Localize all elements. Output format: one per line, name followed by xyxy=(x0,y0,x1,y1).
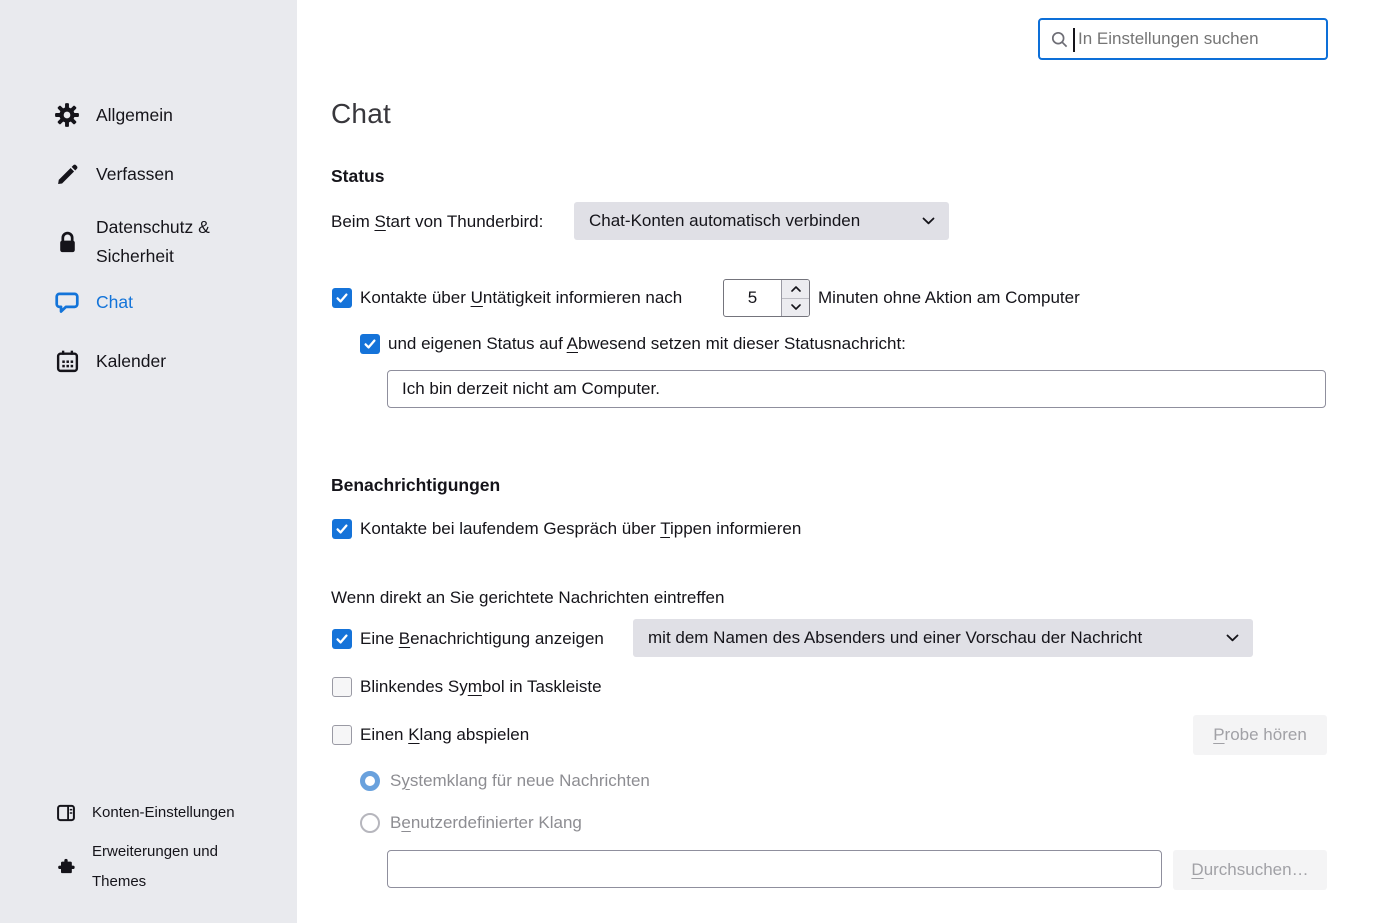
sidebar-item-label: Verfassen xyxy=(96,163,174,184)
check-icon xyxy=(335,632,349,646)
idle-minutes-spinner xyxy=(723,279,810,317)
page-title: Chat xyxy=(331,98,391,129)
account-settings-icon xyxy=(56,803,76,823)
sidebar-item-label: Chat xyxy=(96,291,133,312)
sidebar-item-chat[interactable] xyxy=(0,282,297,322)
sidebar-item-datenschutz-sicherheit[interactable] xyxy=(0,213,297,271)
text-caret xyxy=(1073,28,1075,52)
chevron-down-icon xyxy=(922,217,935,225)
startup-dropdown[interactable] xyxy=(574,202,949,240)
play-sound-checkbox[interactable] xyxy=(332,725,352,745)
check-icon xyxy=(335,291,349,305)
chevron-down-icon xyxy=(1226,634,1239,642)
idle-checkbox[interactable] xyxy=(332,288,352,308)
calendar-icon xyxy=(54,348,80,374)
sidebar-item-label: Allgemein xyxy=(96,104,173,125)
startup-dropdown-value: Chat-Konten automatisch verbinden xyxy=(589,211,861,230)
spinner-up-button[interactable] xyxy=(782,280,809,299)
custom-sound-path-input[interactable] xyxy=(387,850,1162,888)
play-sound-checkbox-label[interactable]: Einen Klang abspielen xyxy=(360,725,530,744)
show-notification-checkbox[interactable] xyxy=(332,629,352,649)
sidebar-item-allgemein[interactable] xyxy=(0,95,297,135)
play-sample-button[interactable]: Probe hören xyxy=(1193,715,1327,755)
system-sound-radio-label[interactable]: Systemklang für neue Nachrichten xyxy=(390,771,650,790)
check-icon xyxy=(335,522,349,536)
search-icon xyxy=(1051,31,1068,48)
direct-messages-intro: Wenn direkt an Sie gerichtete Nachrichten eintreffen xyxy=(331,588,725,607)
sidebar-item-label: Kalender xyxy=(96,350,167,371)
settings-search-input[interactable] xyxy=(1075,20,1326,58)
sidebar-item-konten-einstellungen[interactable] xyxy=(0,795,297,831)
notifications-section-heading: Benachrichtigungen xyxy=(331,475,501,495)
typing-notify-checkbox[interactable] xyxy=(332,519,352,539)
system-sound-radio[interactable] xyxy=(360,771,380,791)
sidebar-item-label: Erweiterungen und Themes xyxy=(92,843,218,890)
sidebar-footer xyxy=(0,789,297,897)
idle-checkbox-label[interactable]: Kontakte über Untätigkeit informieren nach xyxy=(360,288,683,307)
sidebar-item-erweiterungen-themes[interactable] xyxy=(0,837,297,897)
custom-sound-radio[interactable] xyxy=(360,813,380,833)
pencil-icon xyxy=(54,161,80,187)
sidebar-item-label: Datenschutz & Sicherheit xyxy=(96,217,210,266)
chat-bubble-icon xyxy=(54,289,80,315)
chevron-down-icon xyxy=(791,304,801,310)
spinner-down-button[interactable] xyxy=(782,299,809,317)
notification-style-dropdown[interactable] xyxy=(633,619,1253,657)
browse-button[interactable]: Durchsuchen… xyxy=(1173,850,1327,890)
spinner-buttons xyxy=(781,280,809,316)
away-message-input[interactable] xyxy=(387,370,1326,408)
settings-sidebar xyxy=(0,0,297,923)
lock-icon xyxy=(54,229,80,255)
settings-search-box xyxy=(1038,18,1328,60)
sidebar-item-label: Konten-Einstellungen xyxy=(92,804,235,821)
custom-sound-radio-label[interactable]: Benutzerdefinierter Klang xyxy=(390,813,582,832)
startup-label: Beim Start von Thunderbird: xyxy=(331,212,544,231)
check-icon xyxy=(363,337,377,351)
sidebar-item-verfassen[interactable] xyxy=(0,154,297,194)
blink-taskbar-checkbox[interactable] xyxy=(332,677,352,697)
sidebar-item-kalender[interactable] xyxy=(0,341,297,381)
show-notification-checkbox-label[interactable]: Eine Benachrichtigung anzeigen xyxy=(360,629,604,648)
away-status-checkbox[interactable] xyxy=(360,334,380,354)
typing-notify-checkbox-label[interactable]: Kontakte bei laufendem Gespräch über Tippen informieren xyxy=(360,519,802,538)
idle-minutes-input[interactable] xyxy=(724,280,781,316)
puzzle-icon xyxy=(56,857,76,877)
blink-taskbar-checkbox-label[interactable]: Blinkendes Symbol in Taskleiste xyxy=(360,677,602,696)
idle-minutes-suffix: Minuten ohne Aktion am Computer xyxy=(818,288,1080,307)
status-section-heading: Status xyxy=(331,166,385,186)
gear-icon xyxy=(54,102,80,128)
away-status-checkbox-label[interactable]: und eigenen Status auf Abwesend setzen mit dieser Statusnachricht: xyxy=(388,334,906,353)
chevron-up-icon xyxy=(791,286,801,292)
notification-style-dropdown-value: mit dem Namen des Absenders und einer Vorschau der Nachricht xyxy=(648,628,1143,647)
